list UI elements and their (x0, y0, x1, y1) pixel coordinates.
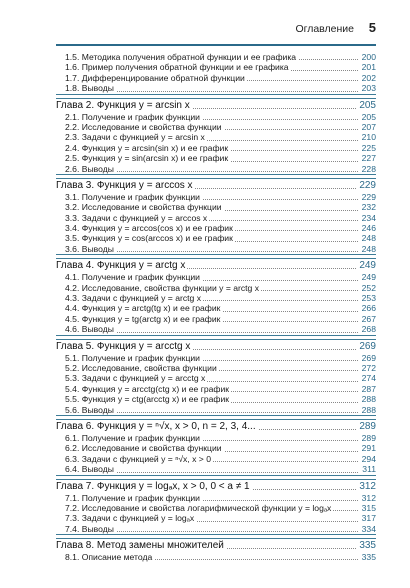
toc-entry-page: 289 (361, 432, 376, 443)
toc-entry-page: 253 (361, 293, 376, 304)
toc-entry-title: 3.2. Исследование и свойства функции (65, 202, 222, 213)
toc-entry-title: 6.3. Задачи с функцией y = ⁿ√x, x > 0 (65, 453, 211, 464)
toc-chapter-entry[interactable] (56, 98, 376, 112)
toc-entry-title: Глава 8. Метод замены множителей (56, 540, 224, 552)
toc-entry-title: 7.4. Выводы (65, 523, 114, 534)
toc-entry-page: 205 (361, 111, 376, 122)
toc-section-entry[interactable] (56, 552, 376, 562)
toc-entry-page: 202 (361, 72, 376, 83)
toc-section-entry[interactable] (56, 143, 376, 153)
toc-section-entry[interactable] (56, 303, 376, 313)
toc-section-entry[interactable] (56, 62, 376, 72)
toc-entry-title: Глава 7. Функция y = logₐx, x > 0, 0 < a ≠ 1 (56, 480, 250, 492)
toc-entry-title: 4.4. Функция y = arctg(tg x) и ее график (65, 303, 221, 314)
toc-entry-page: 334 (361, 523, 376, 534)
toc-entry-title: 7.2. Исследование и свойства логарифмической функции y = logₐx (65, 502, 332, 513)
toc-entry-title: 2.3. Задачи с функцией y = arcsin x (65, 132, 205, 143)
toc-section-entry[interactable] (56, 112, 376, 122)
toc-section-entry[interactable] (56, 384, 376, 394)
toc-entry-page: 311 (362, 464, 376, 475)
toc-entry-page: 272 (361, 362, 376, 373)
toc-entry-page: 249 (361, 272, 376, 283)
toc-entry-page: 335 (361, 552, 376, 563)
toc-section-entry[interactable] (56, 454, 376, 464)
toc-entry-title: 3.6. Выводы (65, 243, 114, 254)
toc-section-entry[interactable] (56, 244, 376, 255)
toc-entry-title: 6.4. Выводы (65, 464, 114, 475)
toc-entry-page: 225 (361, 142, 376, 153)
toc-entry-title: 2.2. Исследование и свойства функции (65, 121, 222, 132)
toc-entry-title: Глава 5. Функция y = arcctg x (56, 340, 191, 352)
table-of-contents (56, 52, 376, 562)
toc-entry-title: 2.1. Получение и график функции (65, 111, 200, 122)
toc-chapter-entry[interactable] (56, 538, 376, 552)
toc-section-entry[interactable] (56, 293, 376, 303)
toc-entry-page: 232 (361, 202, 376, 213)
toc-section-entry[interactable] (56, 314, 376, 324)
toc-section-entry[interactable] (56, 405, 376, 416)
toc-entry-title: Глава 3. Функция y = arccos x (56, 179, 193, 191)
toc-entry-title: 5.6. Выводы (65, 404, 114, 415)
toc-section-entry[interactable] (56, 433, 376, 443)
toc-entry-page: 203 (361, 83, 376, 94)
toc-entry-page: 269 (359, 340, 376, 352)
toc-entry-title: 3.1. Получение и график функции (65, 191, 200, 202)
toc-entry-page: 248 (361, 233, 376, 244)
toc-section-entry[interactable] (56, 324, 376, 335)
toc-section-entry[interactable] (56, 122, 376, 132)
toc-entry-title: 6.1. Получение и график функции (65, 432, 200, 443)
toc-section-entry[interactable] (56, 202, 376, 212)
toc-entry-page: 246 (361, 223, 376, 234)
toc-entry-title: 4.3. Задачи с функцией y = arctg x (65, 293, 201, 304)
toc-chapter-entry[interactable] (56, 258, 376, 272)
toc-entry-page: 229 (359, 179, 376, 191)
toc-section-entry[interactable] (56, 272, 376, 282)
toc-entry-page: 294 (361, 453, 376, 464)
toc-section-entry[interactable] (56, 464, 376, 475)
toc-chapter-entry[interactable] (56, 479, 376, 493)
toc-chapter-entry[interactable] (56, 339, 376, 353)
toc-entry-title: 6.2. Исследование и свойства функции (65, 443, 222, 454)
toc-entry-page: 227 (361, 153, 376, 164)
page-header (56, 20, 376, 40)
toc-section-entry[interactable] (56, 192, 376, 202)
toc-entry-title: 5.2. Исследование, свойства функции (65, 362, 217, 373)
toc-entry-page: 249 (359, 260, 376, 272)
toc-section-entry[interactable] (56, 283, 376, 293)
toc-entry-title: 2.4. Функция y = arcsin(sin x) и ее график (65, 142, 229, 153)
toc-entry-title: 5.3. Задачи с функцией y = arcctg x (65, 373, 206, 384)
toc-entry-title: 3.5. Функция y = cos(arccos x) и ее график (65, 233, 233, 244)
toc-section-entry[interactable] (56, 353, 376, 363)
toc-section-entry[interactable] (56, 493, 376, 503)
toc-section-entry[interactable] (56, 213, 376, 223)
toc-entry-page: 287 (361, 383, 376, 394)
toc-entry-page: 289 (359, 420, 376, 432)
toc-section-entry[interactable] (56, 132, 376, 142)
header-rule (56, 44, 376, 46)
toc-entry-page: 229 (361, 191, 376, 202)
toc-section-entry[interactable] (56, 164, 376, 175)
toc-entry-page: 268 (361, 324, 376, 335)
toc-section-entry[interactable] (56, 233, 376, 243)
toc-entry-title: 4.1. Получение и график функции (65, 272, 200, 283)
toc-entry-page: 248 (361, 243, 376, 254)
toc-entry-page: 267 (361, 313, 376, 324)
toc-entry-title: 7.1. Получение и график функции (65, 492, 200, 503)
toc-entry-title: Глава 6. Функция y = ⁿ√x, x > 0, n = 2, 3, 4... (56, 420, 256, 432)
toc-entry-page: 228 (361, 163, 376, 174)
toc-entry-page: 315 (361, 502, 376, 513)
toc-entry-page: 312 (361, 492, 376, 503)
toc-entry-page: 210 (361, 132, 376, 143)
toc-section-entry[interactable] (56, 223, 376, 233)
toc-entry-title: Глава 4. Функция y = arctg x (56, 260, 186, 272)
toc-entry-page: 335 (359, 540, 376, 552)
toc-section-entry[interactable] (56, 513, 376, 523)
toc-section-entry[interactable] (56, 153, 376, 163)
toc-section-entry[interactable] (56, 503, 376, 513)
toc-entry-title: 2.5. Функция y = sin(arcsin x) и ее график (65, 153, 229, 164)
toc-entry-title: 1.8. Выводы (65, 83, 114, 94)
page-number: 5 (368, 20, 376, 35)
toc-entry-title: 4.5. Функция y = tg(arctg x) и ее график (65, 313, 221, 324)
toc-entry-title: 5.5. Функция y = ctg(arcctg x) и ее график (65, 394, 230, 405)
toc-section-entry[interactable] (56, 524, 376, 535)
toc-entry-page: 291 (361, 443, 376, 454)
toc-entry-title: 5.1. Получение и график функции (65, 352, 200, 363)
toc-entry-title: 2.6. Выводы (65, 163, 114, 174)
toc-entry-page: 234 (361, 212, 376, 223)
toc-chapter-entry[interactable] (56, 178, 376, 192)
toc-entry-title: 3.3. Задачи с функцией y = arccos x (65, 212, 208, 223)
toc-entry-page: 200 (361, 52, 376, 62)
toc-entry-title: 4.6. Выводы (65, 324, 114, 335)
toc-section-entry[interactable] (56, 73, 376, 83)
toc-entry-page: 312 (359, 480, 376, 492)
toc-entry-title: 7.3. Задачи с функцией y = logₐx (65, 513, 195, 524)
toc-entry-page: 288 (361, 394, 376, 405)
toc-entry-title: 1.6. Пример получения обратной функции и ее графика (65, 62, 289, 73)
toc-section-entry[interactable] (56, 83, 376, 94)
toc-entry-page: 207 (361, 121, 376, 132)
running-title: Оглавление (295, 23, 354, 35)
toc-entry-page: 269 (361, 352, 376, 363)
toc-entry-page: 288 (361, 404, 376, 415)
toc-entry-title: 4.2. Исследование, свойства функции y = arctg x (65, 282, 260, 293)
toc-section-entry[interactable] (56, 363, 376, 373)
toc-section-entry[interactable] (56, 443, 376, 453)
toc-entry-title: 8.1. Описание метода (65, 552, 153, 563)
toc-section-entry[interactable] (56, 373, 376, 383)
toc-entry-title: Глава 2. Функция y = arcsin x (56, 99, 190, 111)
toc-section-entry[interactable] (56, 394, 376, 404)
toc-chapter-entry[interactable] (56, 419, 376, 433)
toc-entry-page: 252 (361, 282, 376, 293)
toc-entry-title: 1.7. Дифференцирование обратной функции (65, 72, 245, 83)
toc-entry-title: 1.5. Методика получения обратной функции и ее графика (65, 52, 297, 62)
toc-entry-page: 201 (361, 62, 376, 73)
toc-entry-title: 5.4. Функция y = arcctg(ctg x) и ее график (65, 383, 230, 394)
toc-entry-page: 266 (361, 303, 376, 314)
toc-entry-title: 3.4. Функция y = arccos(cos x) и ее график (65, 223, 233, 234)
toc-section-entry[interactable] (56, 52, 376, 62)
toc-entry-page: 317 (361, 513, 376, 524)
toc-entry-page: 274 (361, 373, 376, 384)
toc-entry-page: 205 (359, 99, 376, 111)
